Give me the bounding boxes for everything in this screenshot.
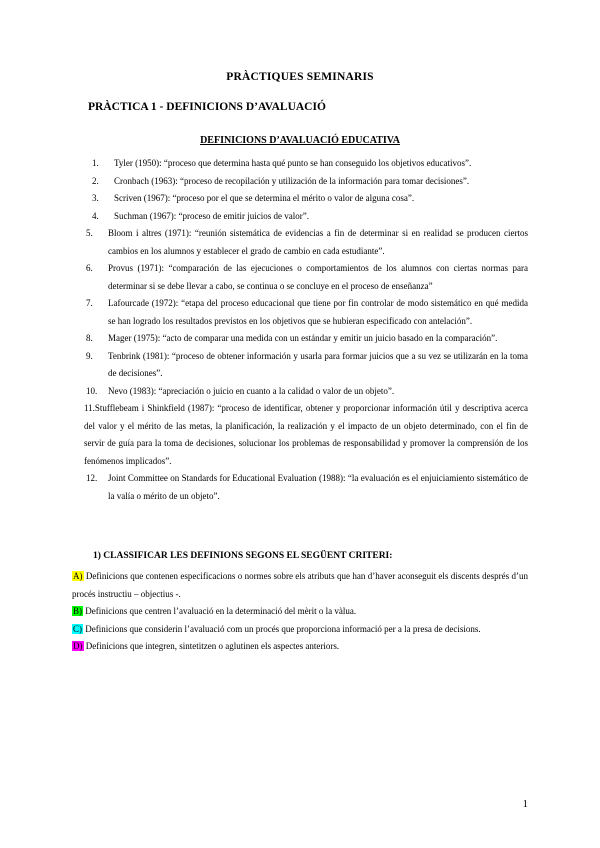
criterion-text: Definicions que integren, sintetitzen o aglutinen els aspectes anteriors. (83, 641, 340, 651)
criteria-list (72, 568, 528, 656)
list-item (88, 190, 528, 208)
criterion-item (72, 621, 528, 639)
list-item (88, 155, 528, 173)
item-text: Cronbach (1963): “proceso de recopilación y utilización de la información para tomar decisiones”. (114, 175, 470, 186)
criterion-letter: A) (73, 571, 83, 581)
criterion-item (72, 603, 528, 621)
item-text: Mager (1975): “acto de comparar una medida con un estándar y emitir un juicio basado en la comparación”. (108, 333, 498, 343)
list-item (88, 173, 528, 191)
list-item (88, 383, 528, 401)
item-text: Provus (1971): “comparación de las ejecuciones o comportamientos de los alumnos con ciertas normas para determinar si se debe llevar a cabo, se continua o se concluye en el proceso de enseñanza” (108, 263, 528, 291)
item-number: 1. (92, 158, 99, 168)
section-heading: DEFINICIONS D’AVALUACIÓ EDUCATIVA (200, 135, 400, 146)
item-text: Suchman (1967): “proceso de emitir juicios de valor”. (114, 210, 309, 221)
item-number: 2. (92, 175, 99, 186)
item-text: Bloom i altres (1971): “reunión sistemática de evidencias a fin de determinar si en realidad se producen ciertos cambios en los alumnos y establecer el grado de cambio en cada estudiante”. (108, 228, 528, 256)
item-text: Tenbrink (1981): “proceso de obtener información y usarla para formar juicios que a su vez se utilizarán en la toma de decisiones”. (108, 350, 528, 378)
criterion-item (72, 568, 528, 603)
page-title: PRÀCTIQUES SEMINARIS (226, 71, 374, 83)
item-number: 7. (86, 298, 93, 308)
item-number: 5. (86, 228, 93, 238)
list-item (88, 225, 528, 260)
list-item (88, 260, 528, 295)
item-number: 4. (92, 210, 99, 221)
item-text: Scriven (1967): “proceso por el que se determina el mérito o valor de alguna cosa”. (114, 193, 415, 203)
item-number: 9. (86, 350, 93, 361)
item-number: 8. (86, 333, 93, 343)
item-number: 10. (86, 385, 98, 396)
definitions-list (84, 155, 528, 505)
list-item (88, 295, 528, 330)
page-number: 1 (522, 798, 528, 810)
criterion-letter: B) (73, 606, 82, 616)
list-item (88, 348, 528, 383)
list-item (84, 400, 528, 470)
list-item (88, 208, 528, 226)
item-number: 3. (92, 193, 99, 203)
item-number: 12. (86, 473, 98, 483)
list-item (88, 470, 528, 505)
criterion-letter: D) (73, 641, 83, 651)
practice-subtitle: PRÀCTICA 1 - DEFINICIONS D’AVALUACIÓ (88, 101, 326, 113)
criterion-letter: C) (73, 623, 82, 634)
criterion-item (72, 638, 528, 656)
criterion-text: Definicions que considerin l’avaluació com un procés que proporciona informació per a la presa de decisions. (83, 623, 481, 634)
item-number: 11. (84, 403, 95, 413)
criterion-text: Definicions que contenen especificacions o normes sobre els atributs que han d’haver aconseguit els discents després d’un procés instructiu – objectius -. (72, 571, 528, 599)
item-text: Joint Committee on Standards for Educational Evaluation (1988): “la evaluación es el enjuiciamiento sistemático de la valía o mérito de un objeto”. (108, 473, 528, 501)
criterion-text: Definicions que centren l’avaluació en la determinació del mèrit o la vàlua. (83, 606, 357, 616)
item-text: Lafourcade (1972): “etapa del proceso educacional que tiene por fin controlar de modo sistemático en qué medida se han logrado los resultados previstos en los objetivos que se hubieran especificado con antelación”. (108, 298, 528, 326)
classify-heading: 1) CLASSIFICAR LES DEFINIONS SEGONS EL SEGÜENT CRITERI: (93, 551, 393, 561)
item-number: 6. (86, 263, 93, 273)
list-item (88, 330, 528, 348)
item-text: Tyler (1950): “proceso que determina hasta qué punto se han conseguido los objetivos educativos”. (114, 158, 472, 168)
item-text: Stufflebeam i Shinkfield (1987): “proceso de identificar, obtener y proporcionar información útil y descriptiva acerca del valor y el mérito de las metas, la planificación, la realización y el impacto de un objeto determinado, con el fin de servir de guía para la toma de decisiones, solucionar los problemas de responsabilidad y promover la comprensión de los fenómenos implicados”. (84, 403, 528, 466)
item-text: Nevo (1983): “apreciación o juicio en cuanto a la calidad o valor de un objeto”. (108, 385, 395, 396)
